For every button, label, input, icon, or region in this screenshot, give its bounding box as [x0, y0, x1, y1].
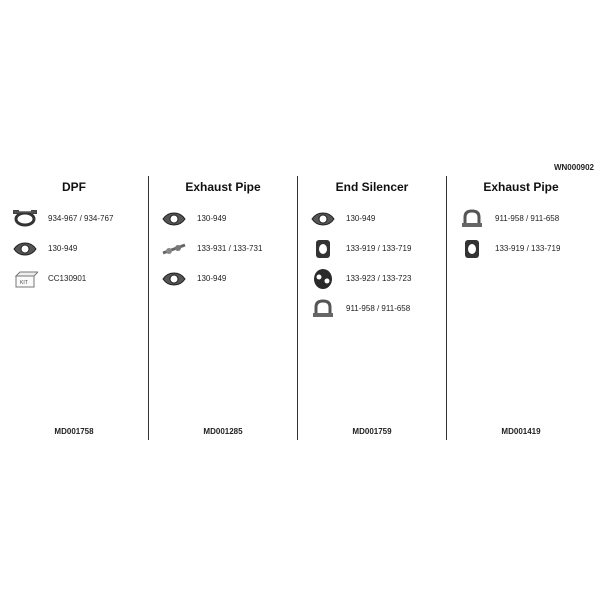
column-title: DPF: [62, 180, 86, 194]
part-row: [0, 266, 148, 296]
part-row: [149, 236, 297, 266]
part-number: 934-967 / 934-767: [48, 214, 114, 223]
part-number: 133-919 / 133-719: [346, 244, 412, 253]
part-number: 133-931 / 133-731: [197, 244, 263, 253]
document-code: WN000902: [553, 163, 594, 172]
part-number: 130-949: [346, 214, 376, 223]
column-end-silencer: [298, 176, 447, 440]
gasket-icon: [161, 208, 187, 230]
part-number: 130-949: [197, 214, 227, 223]
column-exhaust-pipe-rear: [447, 176, 595, 440]
part-row: [0, 236, 148, 266]
part-row: [149, 206, 297, 236]
part-row: [298, 266, 446, 296]
part-number: 133-923 / 133-723: [346, 274, 412, 283]
u-clamp-icon: [310, 298, 336, 320]
column-exhaust-pipe: [149, 176, 298, 440]
column-title: End Silencer: [335, 180, 409, 194]
rubber-mount-icon: [459, 238, 485, 260]
part-row: [298, 206, 446, 236]
kit-icon: [12, 268, 38, 290]
gasket-icon: [310, 208, 336, 230]
part-row: [298, 236, 446, 266]
column-code: MD001758: [54, 427, 94, 436]
part-number: 130-949: [197, 274, 227, 283]
rubber-mount-icon: [310, 238, 336, 260]
part-row: [298, 296, 446, 326]
part-row: [149, 266, 297, 296]
part-number: 130-949: [48, 244, 78, 253]
column-code: MD001419: [501, 427, 541, 436]
column-code: MD001759: [352, 427, 392, 436]
column-title: Exhaust Pipe: [483, 180, 559, 194]
rubber-ring-icon: [310, 268, 336, 290]
column-code: MD001285: [203, 427, 243, 436]
part-row: [447, 236, 595, 266]
u-clamp-icon: [459, 208, 485, 230]
part-row: [447, 206, 595, 236]
clamp-icon: [12, 208, 38, 230]
bolt-icon: [161, 238, 187, 260]
column-title: Exhaust Pipe: [185, 180, 261, 194]
part-number: 133-919 / 133-719: [495, 244, 561, 253]
part-number: 911-958 / 911-658: [495, 214, 560, 223]
kit-label: KIT: [20, 280, 28, 286]
gasket-icon: [12, 238, 38, 260]
part-number: 911-958 / 911-658: [346, 304, 411, 313]
gasket-icon: [161, 268, 187, 290]
column-dpf: [0, 176, 149, 440]
part-number: CC130901: [48, 274, 87, 283]
part-row: [0, 206, 148, 236]
